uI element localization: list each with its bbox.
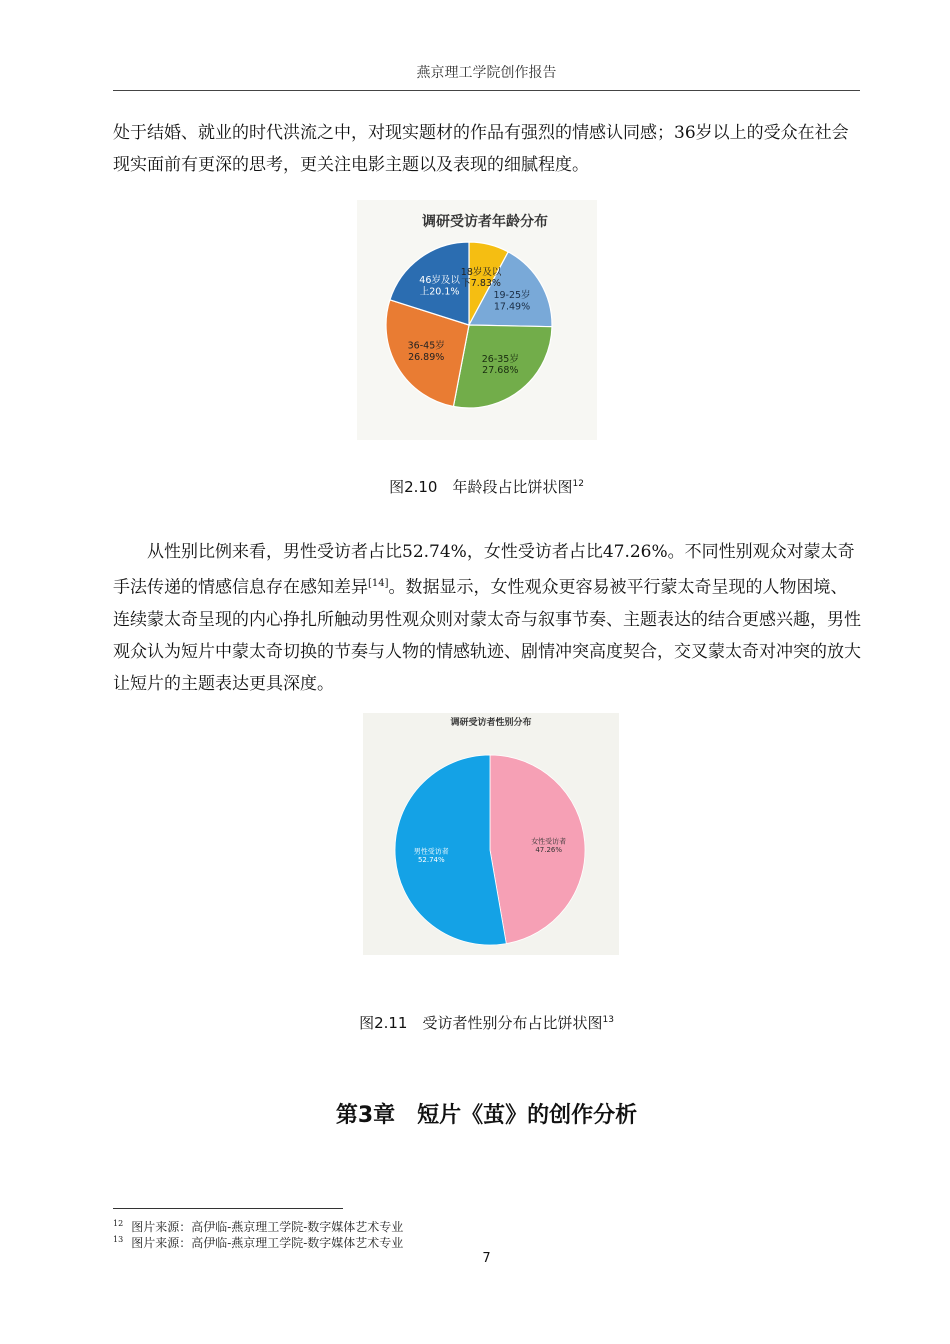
footnote-number: 12 <box>113 1219 124 1228</box>
footnote-13 <box>113 1234 403 1251</box>
figure-caption-gender <box>113 1012 860 1033</box>
figure-caption-age <box>113 476 860 497</box>
pie-slice-label: 男性受访者 52.74% <box>413 847 449 865</box>
pie-slice-label: 46岁及以上20.1% <box>419 274 460 298</box>
chapter-heading: 第3章 短片《茧》的创作分析 <box>335 1103 638 1128</box>
footnote-ref: 13 <box>602 1015 614 1025</box>
paragraph-2-text-b: 。数据显示，女性观众更容易被平行蒙太奇呈现的人物困境、连续蒙太奇呈现的内心挣扎所触动男性观众则对蒙太奇与叙事节奏、主题表达的结合更感兴趣，男性观众认为短片中蒙太奇切换的节奏与人物的情感轨迹、剧情冲突高度契合，交叉蒙太奇对冲突的放大让短片的主题表达更具深度。 <box>113 577 861 694</box>
pie-slice-label: 26-35岁 27.68% <box>481 353 519 377</box>
gender-pie-chart <box>363 713 619 955</box>
paragraph-1: 处于结婚、就业的时代洪流之中，对现实题材的作品有强烈的情感认同感；36岁以上的受众在社会现实面前有更深的思考，更关注电影主题以及表现的细腻程度。 <box>113 123 849 175</box>
pie-slice-label: 36-45岁 26.89% <box>407 340 445 363</box>
chart-title: 调研受访者年龄分布 <box>422 214 548 230</box>
header-rule <box>113 90 860 91</box>
footnote-number: 13 <box>113 1235 124 1244</box>
footnote-rule <box>113 1208 343 1209</box>
footnote-text: 图片来源：高伊临-燕京理工学院-数字媒体艺术专业 <box>131 1236 404 1250</box>
footnote-text: 图片来源：高伊临-燕京理工学院-数字媒体艺术专业 <box>131 1220 404 1234</box>
pie-slice-label: 19-25岁 17.49% <box>493 290 531 313</box>
pie-slice-label: 18岁及以下7.83% <box>460 266 502 290</box>
paragraph-2 <box>113 536 863 700</box>
citation-ref: [14] <box>368 578 389 589</box>
running-header: 燕京理工学院创作报告 <box>416 65 557 81</box>
caption-text: 图2.11 受访者性别分布占比饼状图 <box>359 1014 603 1032</box>
age-pie-chart <box>357 200 597 440</box>
footnote-ref: 12 <box>572 479 584 489</box>
page-number: 7 <box>482 1251 491 1266</box>
footnote-12 <box>113 1218 403 1235</box>
paragraph-2-text-a: 从性别比例来看，男性受访者占比52.74%，女性受访者占比47.26%。不同性别观众对蒙太奇手法传递的情感信息存在感知差异 <box>113 542 855 598</box>
pie-slice-label: 女性受访者 47.26% <box>531 837 567 854</box>
chart-title: 调研受访者性别分布 <box>450 718 532 728</box>
caption-text: 图2.10 年龄段占比饼状图 <box>389 478 573 496</box>
